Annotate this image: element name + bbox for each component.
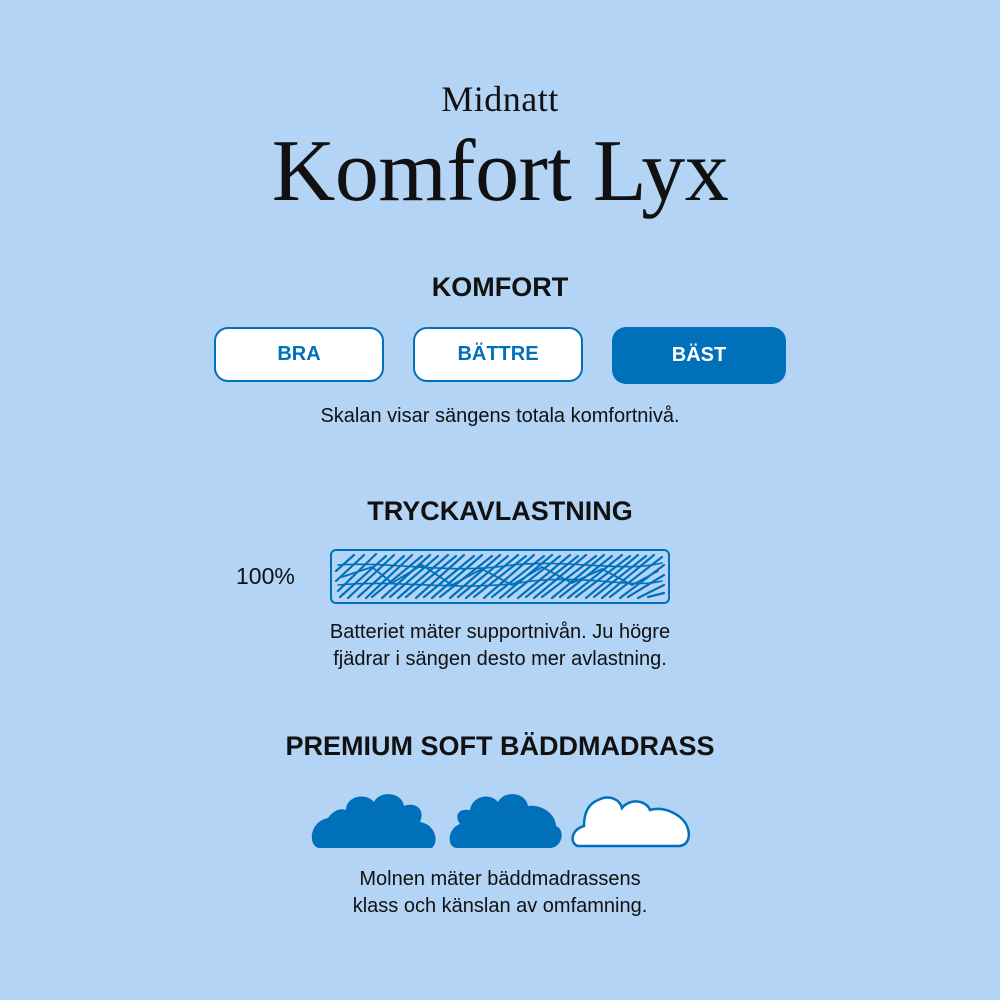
- cloud-filled-icon: [312, 794, 436, 848]
- comfort-section-title: KOMFORT: [431, 272, 569, 302]
- topper-section-title: PREMIUM SOFT BÄDDMADRASS: [285, 731, 715, 761]
- topper-cloud-rating: [308, 788, 692, 852]
- pressure-note-line1: Batteriet mäter supportnivån. Ju högre: [329, 621, 671, 643]
- comfort-level-bast[interactable]: BÄST: [612, 327, 786, 384]
- pressure-percentage: 100%: [236, 563, 295, 589]
- scribble-fill-icon: [332, 551, 668, 602]
- comfort-note: Skalan visar sängens totala komfortnivå.: [320, 405, 680, 427]
- comfort-level-selector: [214, 327, 786, 385]
- pressure-note-line2: fjädrar i sängen desto mer avlastning.: [333, 648, 667, 670]
- cloud-filled-icon: [450, 794, 562, 848]
- pressure-section-title: TRYCKAVLASTNING: [367, 496, 633, 526]
- comfort-level-battre[interactable]: BÄTTRE: [413, 327, 583, 382]
- pressure-battery-bar: [330, 549, 670, 604]
- cloud-outline-icon: [573, 798, 689, 846]
- brand-name: Midnatt: [441, 79, 559, 119]
- topper-note-line1: Molnen mäter bäddmadrassens: [359, 868, 641, 890]
- topper-note-line2: klass och känslan av omfamning.: [352, 895, 648, 917]
- product-title: Komfort Lyx: [271, 123, 729, 220]
- comfort-level-bra[interactable]: BRA: [214, 327, 384, 382]
